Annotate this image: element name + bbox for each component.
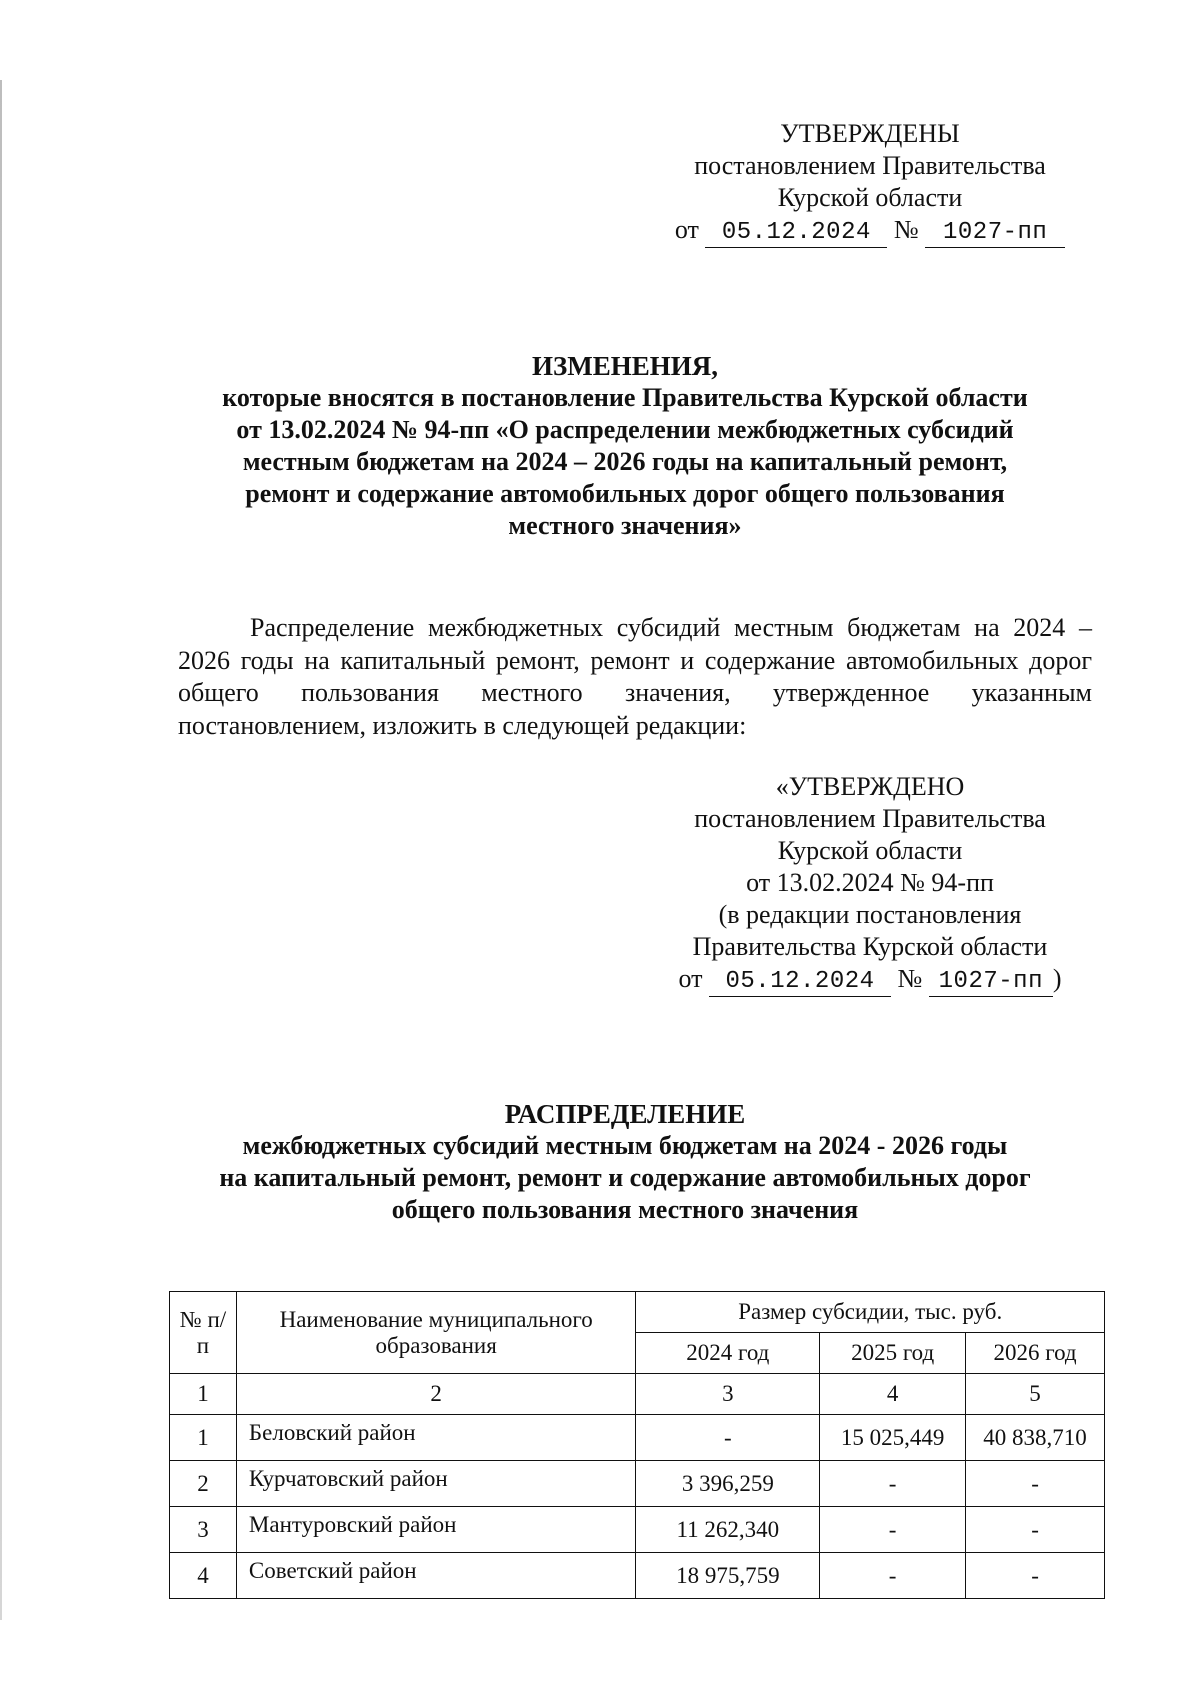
approval-date-line bbox=[640, 214, 1100, 248]
distribution-heading-line: межбюджетных субсидий местным бюджетам на 2024 - 2026 годы bbox=[242, 1131, 1008, 1160]
row-number: 1 bbox=[170, 1415, 237, 1461]
header-year-2025: 2025 год bbox=[820, 1333, 966, 1374]
number-prefix: № bbox=[897, 964, 923, 993]
row-number: 3 bbox=[170, 1507, 237, 1553]
closing-paren: ) bbox=[1052, 964, 1062, 993]
scan-edge-line bbox=[0, 80, 2, 1620]
row-value-2025: - bbox=[820, 1461, 966, 1507]
row-value-2024: 18 975,759 bbox=[636, 1553, 820, 1599]
row-number: 4 bbox=[170, 1553, 237, 1599]
changes-heading-line: от 13.02.2024 № 94-пп «О распределении межбюджетных субсидий bbox=[236, 415, 1014, 444]
body-paragraph: Распределение межбюджетных субсидий местным бюджетам на 2024 – 2026 годы на капитальный ремонт, ремонт и содержание автомобильных дорог общего пользования местного значения, утвержденное указанным постановлением, изложить в следующей редакции: bbox=[178, 613, 1092, 740]
inner-approval-line-6: Правительства Курской области bbox=[692, 932, 1048, 961]
inner-approval-number: 1027-пп bbox=[929, 968, 1053, 997]
changes-title: ИЗМЕНЕНИЯ, bbox=[531, 351, 718, 381]
index-cell: 2 bbox=[236, 1374, 636, 1415]
changes-heading-line: местного значения» bbox=[508, 511, 742, 540]
distribution-heading-line: общего пользования местного значения bbox=[391, 1195, 859, 1224]
inner-approval-title: «УТВЕРЖДЕНО bbox=[775, 772, 965, 801]
changes-heading-line: ремонт и содержание автомобильных дорог общего пользования bbox=[245, 479, 1005, 508]
index-cell: 4 bbox=[820, 1374, 966, 1415]
changes-heading bbox=[160, 350, 1090, 542]
row-value-2024: - bbox=[636, 1415, 820, 1461]
header-number-col: № п/п bbox=[170, 1292, 237, 1374]
index-cell: 5 bbox=[966, 1374, 1105, 1415]
row-value-2024: 11 262,340 bbox=[636, 1507, 820, 1553]
row-number: 2 bbox=[170, 1461, 237, 1507]
index-cell: 1 bbox=[170, 1374, 237, 1415]
distribution-heading bbox=[160, 1098, 1090, 1226]
distribution-table bbox=[169, 1291, 1105, 1599]
row-name: Беловский район bbox=[236, 1415, 636, 1461]
table-row bbox=[170, 1415, 1105, 1461]
number-prefix: № bbox=[893, 215, 919, 244]
approval-number: 1027-пп bbox=[925, 219, 1065, 248]
distribution-title: РАСПРЕДЕЛЕНИЕ bbox=[504, 1099, 746, 1129]
inner-approval-line-2: постановлением Правительства bbox=[694, 804, 1046, 833]
approval-date: 05.12.2024 bbox=[705, 219, 887, 248]
header-year-2026: 2026 год bbox=[966, 1333, 1105, 1374]
approval-line-3: Курской области bbox=[777, 183, 963, 212]
date-prefix: от bbox=[674, 215, 699, 244]
header-subsidy-group: Размер субсидии, тыс. руб. bbox=[636, 1292, 1105, 1333]
header-name-col: Наименование муниципального образования bbox=[236, 1292, 636, 1374]
changes-heading-line: местным бюджетам на 2024 – 2026 годы на капитальный ремонт, bbox=[242, 447, 1008, 476]
table-row bbox=[170, 1553, 1105, 1599]
inner-approval-date-line bbox=[640, 963, 1100, 997]
inner-approval-line-4: от 13.02.2024 № 94-пп bbox=[746, 868, 994, 897]
inner-approval-date: 05.12.2024 bbox=[709, 968, 891, 997]
approval-title: УТВЕРЖДЕНЫ bbox=[780, 119, 960, 148]
row-value-2025: 15 025,449 bbox=[820, 1415, 966, 1461]
approval-line-2: постановлением Правительства bbox=[694, 151, 1046, 180]
table-row bbox=[170, 1461, 1105, 1507]
date-prefix: от bbox=[678, 964, 703, 993]
changes-heading-line: которые вносятся в постановление Правительства Курской области bbox=[222, 383, 1028, 412]
row-value-2026: 40 838,710 bbox=[966, 1415, 1105, 1461]
row-name: Мантуровский район bbox=[236, 1507, 636, 1553]
index-cell: 3 bbox=[636, 1374, 820, 1415]
row-value-2026: - bbox=[966, 1553, 1105, 1599]
row-value-2026: - bbox=[966, 1461, 1105, 1507]
distribution-heading-line: на капитальный ремонт, ремонт и содержание автомобильных дорог bbox=[219, 1163, 1031, 1192]
row-name: Советский район bbox=[236, 1553, 636, 1599]
approval-stamp-top bbox=[640, 118, 1100, 248]
row-value-2025: - bbox=[820, 1553, 966, 1599]
inner-approval-line-5: (в редакции постановления bbox=[718, 900, 1022, 929]
inner-approval-line-3: Курской области bbox=[777, 836, 963, 865]
index-row bbox=[170, 1374, 1105, 1415]
row-value-2024: 3 396,259 bbox=[636, 1461, 820, 1507]
header-year-2024: 2024 год bbox=[636, 1333, 820, 1374]
row-value-2026: - bbox=[966, 1507, 1105, 1553]
approval-stamp-inner bbox=[640, 771, 1100, 997]
table-row bbox=[170, 1507, 1105, 1553]
row-name: Курчатовский район bbox=[236, 1461, 636, 1507]
row-value-2025: - bbox=[820, 1507, 966, 1553]
